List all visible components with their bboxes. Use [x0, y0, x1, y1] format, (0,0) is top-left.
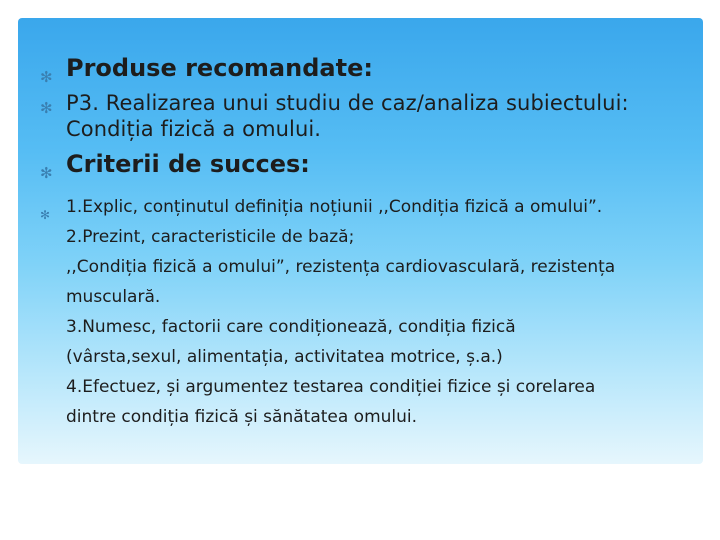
bullet-produse-recomandate [40, 52, 690, 84]
bullet-line: P3. Realizarea unui studiu de caz/analiza subiectului: [66, 91, 629, 115]
criteria-line: musculară. [66, 287, 161, 307]
bullet-criteria-details [40, 192, 690, 432]
asterisk-bullet-icon: ✻ [40, 99, 53, 117]
criteria-line: ,,Condiția fizică a omului”, rezistența cardiovasculară, rezistența [66, 257, 616, 277]
bullet-p3 [40, 90, 690, 142]
bullet-criterii-de-succes [40, 148, 690, 180]
criteria-line: 1.Explic, conținutul definiția noțiunii ,,Condiția fizică a omului”. [66, 197, 603, 217]
asterisk-bullet-icon: ✻ [40, 164, 53, 182]
criteria-line: (vârsta,sexul, alimentația, activitatea motrice, ș.a.) [66, 347, 503, 367]
criteria-line: 2.Prezint, caracteristicile de bază; [66, 227, 355, 247]
asterisk-bullet-icon: ✻ [40, 208, 51, 222]
asterisk-bullet-icon: ✻ [40, 68, 53, 86]
criteria-line: 4.Efectuez, și argumentez testarea condiției fizice și corelarea [66, 377, 596, 397]
bullet-text: Criterii de succes: [66, 150, 310, 178]
bullet-line: Condiția fizică a omului. [66, 117, 322, 141]
bullet-text: Produse recomandate: [66, 54, 373, 82]
bullet-list [40, 52, 690, 432]
criteria-line: dintre condiția fizică și sănătatea omului. [66, 407, 418, 427]
criteria-line: 3.Numesc, factorii care condiționează, condiția fizică [66, 317, 516, 337]
